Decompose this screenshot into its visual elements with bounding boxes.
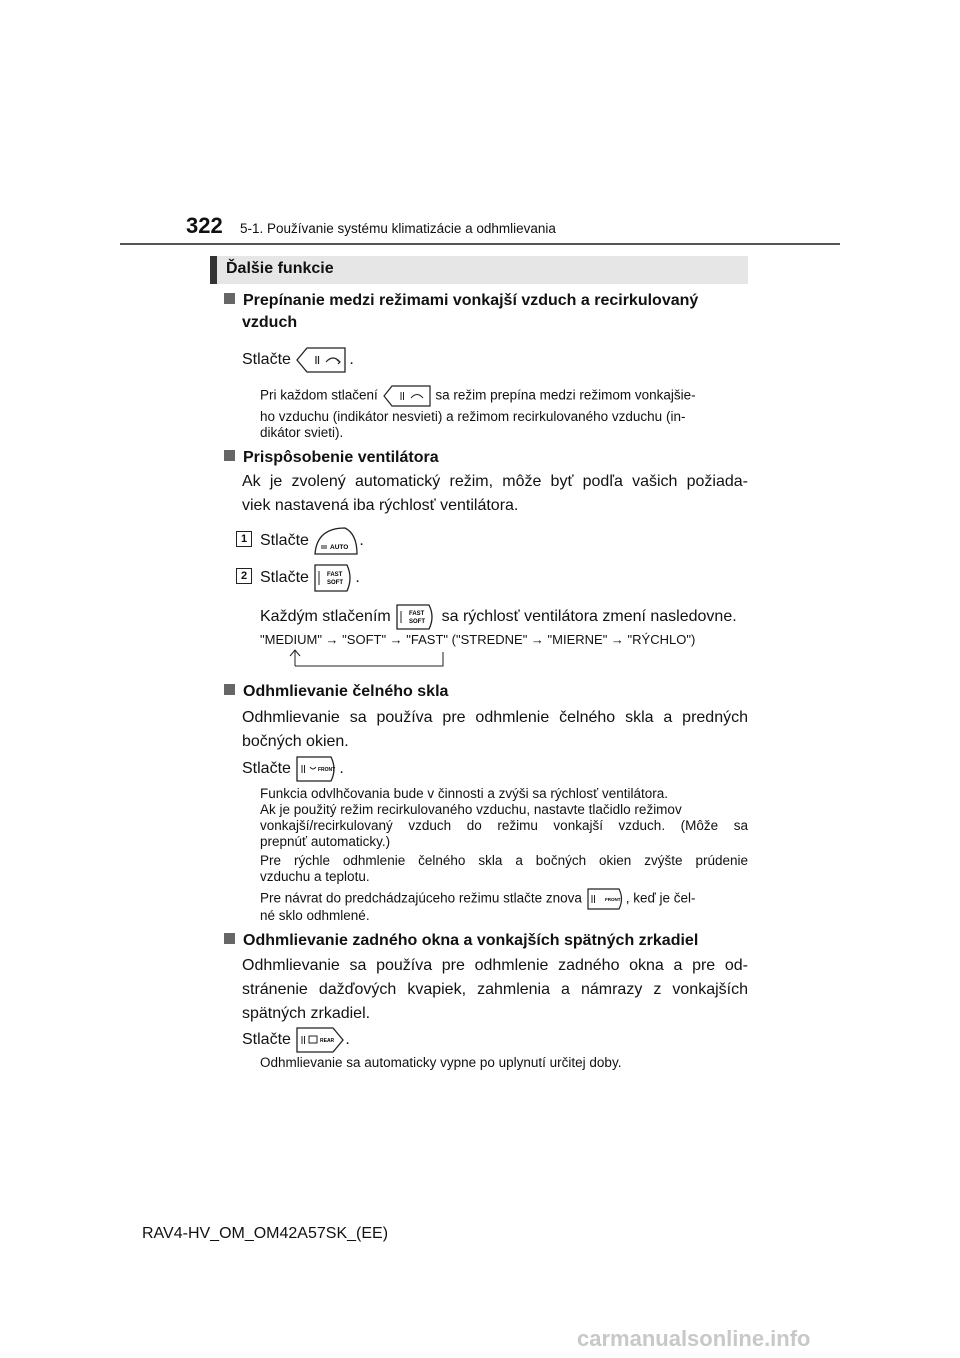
- fan-heading: Prispôsobenie ventilátora: [224, 446, 748, 470]
- front-note-6: vzduchu a teplotu.: [260, 869, 370, 884]
- front-heading: Odhmlievanie čelného skla: [224, 680, 748, 704]
- front-note-3: vonkajší/recirkulovaný vzduch do režimu vonkajší vzduch. (Môže sa: [260, 818, 748, 833]
- section-header: [210, 256, 748, 284]
- section-marker: [210, 256, 217, 284]
- rear-body-line1: Odhmlievanie sa používa pre odhmlenie zadného okna a pre od-: [242, 957, 748, 974]
- front-note-7: Pre návrat do predchádzajúceho režimu stlačte znova FRONT , keď je čel-: [260, 888, 748, 910]
- chapter-title: 5-1. Používanie systému klimatizácie a odhmlievania: [240, 221, 556, 236]
- auto-button-icon: [313, 526, 359, 556]
- recirc-press-line: Stlačte .: [242, 346, 748, 374]
- square-bullet-icon: [224, 933, 235, 944]
- page-number: 322: [186, 213, 223, 238]
- watermark: carmanualsonline.info: [577, 1326, 811, 1351]
- fast-label: FAST: [327, 572, 343, 578]
- square-bullet-icon: [224, 684, 235, 695]
- auto-button-label: AUTO: [330, 544, 349, 551]
- front-note-4: prepnúť automaticky.): [260, 834, 391, 849]
- fan-speed-button-icon: [313, 563, 355, 593]
- soft-label: SOFT: [327, 580, 344, 586]
- recirc-heading: Prepínanie medzi režimami vonkajší vzduch a recirkulovaný: [224, 289, 748, 313]
- step-number-1: 1: [236, 531, 252, 547]
- svg-text:FAST: FAST: [409, 611, 425, 617]
- rear-heading: Odhmlievanie zadného okna a vonkajších spätných zrkadiel: [224, 929, 748, 953]
- step-number-2: 2: [236, 568, 252, 584]
- fan-each-press: Každým stlačením FAST SOFT sa rýchlosť ventilátora zmení nasledovne.: [260, 603, 750, 631]
- front-note-2: Ak je použitý režim recirkulovaného vzduchu, nastavte tlačidlo režimov: [260, 802, 682, 817]
- fan-speed-button-icon: [395, 603, 437, 631]
- front-note-8: né sklo odhmlené.: [260, 908, 370, 923]
- section-title: Ďalšie funkcie: [226, 260, 334, 277]
- fan-step1: Stlačte AUTO .: [260, 526, 364, 556]
- recirc-button-small-icon: [382, 385, 432, 407]
- rear-defog-button-icon: [295, 1026, 345, 1054]
- rear-body-line3: spätných zrkadiel.: [242, 1005, 371, 1022]
- recirc-note-line1: Pri každom stlačení sa režim prepína medzi režimom vonkajšie-: [260, 385, 748, 407]
- fan-body-line2: viek nastavená iba rýchlosť ventilátora.: [242, 497, 519, 514]
- fan-body-line1: Ak je zvolený automatický režim, môže byť podľa vašich požiada-: [242, 473, 748, 490]
- square-bullet-icon: [224, 450, 235, 461]
- front-press-line: Stlačte FRONT .: [242, 755, 748, 783]
- square-bullet-icon: [224, 293, 235, 304]
- header-rule: [120, 243, 840, 245]
- recirc-button-icon: [295, 346, 349, 374]
- recirc-heading-cont: vzduch: [242, 314, 298, 331]
- cycle-return-arrow: [285, 648, 450, 670]
- front-body-line1: Odhmlievanie sa používa pre odhmlenie čelného skla a predných: [242, 709, 748, 726]
- svg-text:SOFT: SOFT: [409, 619, 426, 625]
- document-code: RAV4-HV_OM_OM42A57SK_(EE): [142, 1225, 389, 1242]
- rear-body-line2: stránenie dažďových kvapiek, zahmlenia a námrazy z vonkajších: [242, 981, 748, 998]
- front-label: FRONT: [318, 767, 336, 773]
- front-note-5: Pre rýchle odhmlenie čelného skla a bočných okien zvýšte prúdenie: [260, 853, 748, 868]
- recirc-note-line3: dikátor svieti).: [260, 425, 344, 440]
- fan-speed-sequence: "MEDIUM" → "SOFT" → "FAST" ("STREDNE" → "MIERNE" → "RÝCHLO"): [260, 632, 696, 647]
- front-defog-button-icon: [295, 755, 339, 783]
- recirc-note-line2: ho vzduchu (indikátor nesvieti) a režimom recirkulovaného vzduchu (in-: [260, 409, 686, 424]
- rear-note: Odhmlievanie sa automaticky vypne po uplynutí určitej doby.: [260, 1055, 622, 1070]
- rear-label: REAR: [320, 1038, 335, 1044]
- fan-step2: Stlačte FAST SOFT .: [260, 563, 360, 593]
- rear-press-line: Stlačte REAR .: [242, 1026, 748, 1054]
- front-body-line2: bočných okien.: [242, 733, 349, 750]
- svg-text:FRONT: FRONT: [604, 897, 621, 902]
- front-defog-button-small-icon: [586, 888, 626, 910]
- front-note-1: Funkcia odvlhčovania bude v činnosti a zvýši sa rýchlosť ventilátora.: [260, 786, 669, 801]
